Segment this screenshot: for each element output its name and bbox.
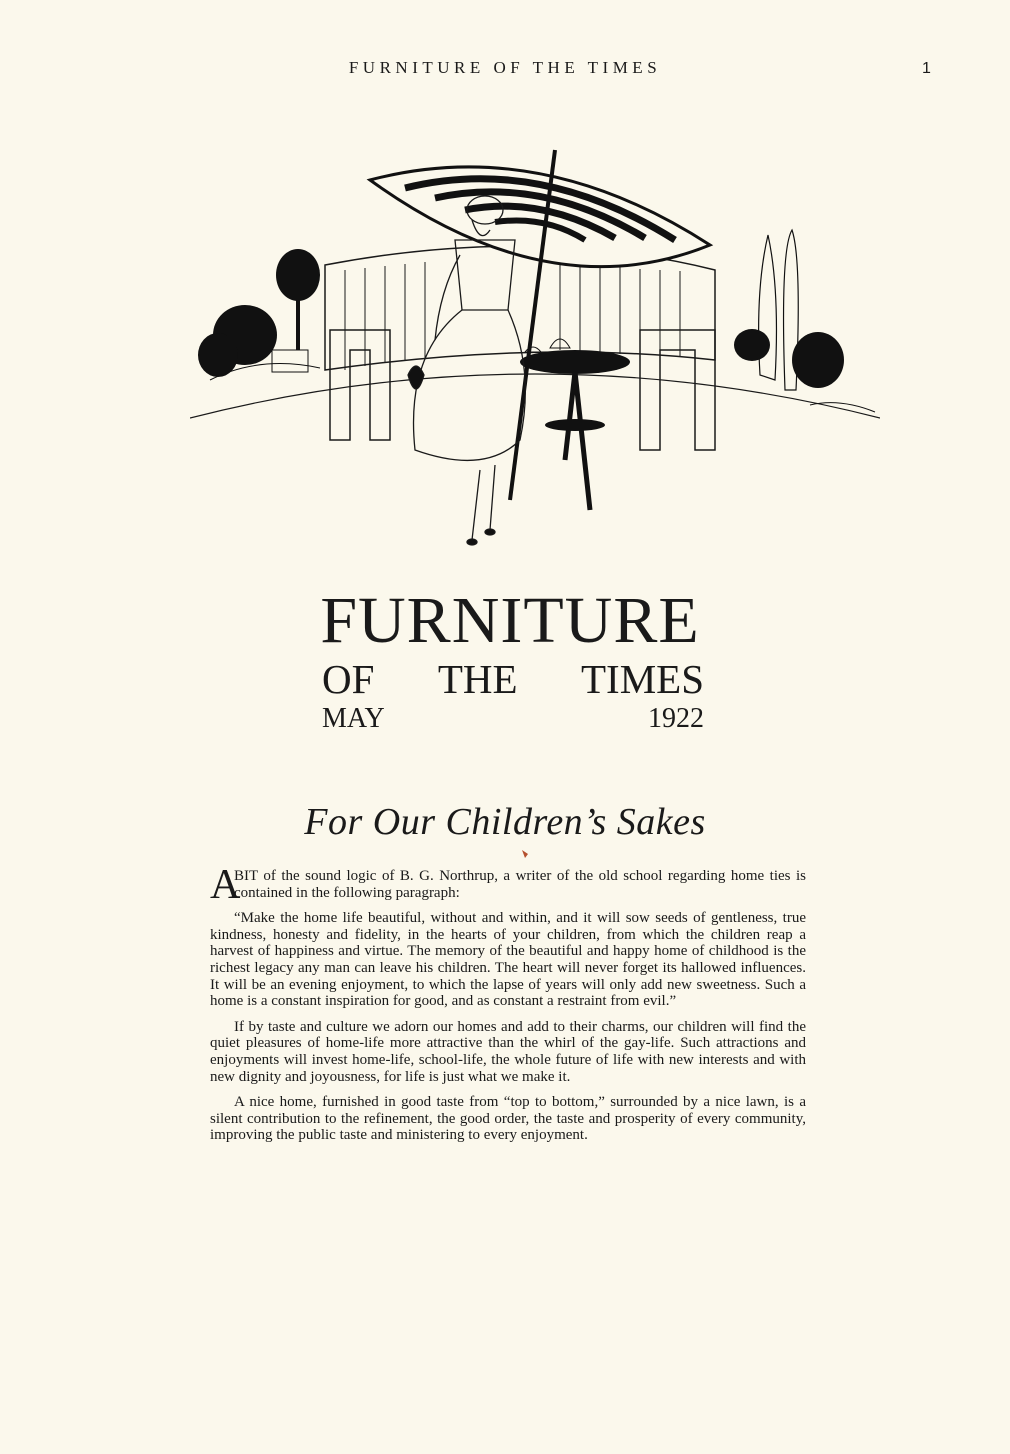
masthead-the: THE [437, 656, 518, 702]
masthead-of: OF [322, 656, 375, 702]
paragraph: A nice home, furnished in good taste from “top to bottom,” surrounded by a nice lawn, is a silent contribution to the refinement, the good order, the taste and prosperity of every community, improving the public taste and ministering to every enjoyment. [210, 1094, 806, 1144]
masthead-date [310, 702, 710, 736]
lead-text: BIT of the sound logic of B. G. Northrup, a writer of the old school regarding home ties is contained in the following paragraph: [234, 868, 806, 901]
garden-umbrella-scene-illustration [190, 140, 880, 560]
masthead-times: TIMES [581, 656, 704, 702]
masthead-title: FURNITURE [320, 584, 700, 657]
page-number: 1 [922, 60, 931, 77]
article-title: For Our Children’s Sakes [304, 801, 706, 843]
article-body [210, 862, 806, 1153]
umbrella-icon [370, 150, 710, 500]
masthead-subtitle [310, 656, 710, 702]
left-trees-icon [198, 249, 320, 380]
ornament-icon [522, 850, 528, 858]
masthead-month: MAY [322, 703, 385, 734]
masthead-year: 1922 [648, 703, 704, 734]
lead-paragraph [210, 862, 806, 908]
masthead [310, 584, 710, 736]
table-icon [520, 339, 630, 510]
paragraph: If by taste and culture we adorn our homes and add to their charms, our children will find the quiet pleasures of home-life more attractive than the whirl of the gay-life. Such attractions and enjoyments will invest home-life, school-life, the whole future of life with new interests and with new dignity and joyousness, for life is just what we make it. [210, 1018, 806, 1085]
drop-cap: A [210, 862, 241, 908]
running-header: FURNITURE OF THE TIMES [348, 58, 662, 77]
right-trees-icon [734, 230, 875, 412]
paragraph: “Make the home life beautiful, without and within, and it will sow seeds of gentleness, true kindness, honesty and fidelity, in the hearts of your children, from which the children reap a harvest of happiness and virtue. The memory of the beautiful and happy home of childhood is the richest legacy any man can leave his children. The heart will never forget its hallowed influences. It will be an evening enjoyment, to which the lapse of years will only add new sweetness. Such a home is a constant inspiration for good, and as constant a restraint from evil.” [210, 910, 806, 1010]
